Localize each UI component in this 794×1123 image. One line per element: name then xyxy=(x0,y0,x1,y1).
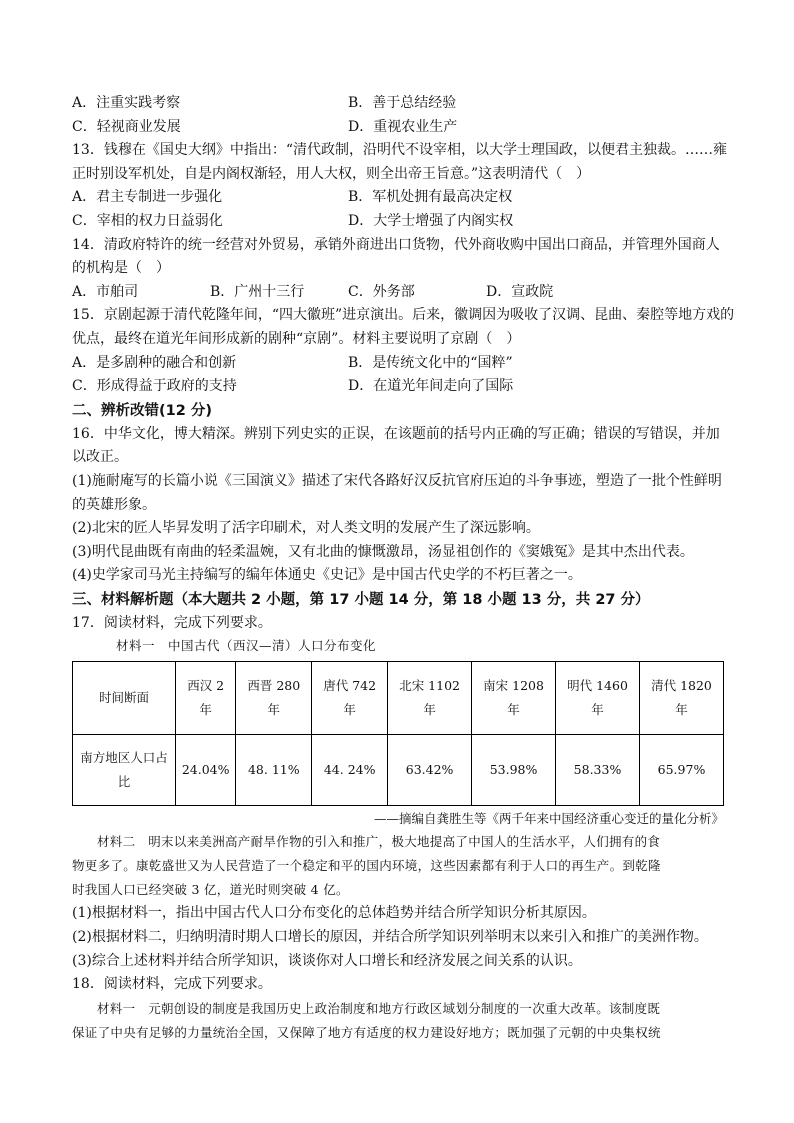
table-header-cell: 西汉 2 年 xyxy=(176,662,236,735)
q13-option-c: C．宰相的权力日益弱化 xyxy=(72,212,223,229)
q15-option-b: B．是传统文化中的“国粹” xyxy=(348,354,513,371)
q16-item-4: (4)史学家司马光主持编写的编年体通史《史记》是中国古代史学的不朽巨著之一。 xyxy=(72,567,582,584)
q14-option-d: D．宣政院 xyxy=(486,283,554,300)
q17-item-3: (3)综合上述材料并结合所学知识，谈谈你对人口增长和经济发展之间关系的认识。 xyxy=(72,952,582,969)
table-source: ——摘编自龚胜生等《两千年来中国经济重心变迁的量化分析》 xyxy=(373,811,724,827)
material-2-line-1: 材料二 明末以来美洲高产耐旱作物的引入和推广，极大地提高了中国人的生活水平，人们拥有的食 xyxy=(97,834,661,850)
material-18-line-2: 保证了中央有足够的力量统治全国，又保障了地方有适度的权力建设好地方；既加强了元朝的中央集权统 xyxy=(72,1024,661,1040)
table-row-label: 南方地区人口占比 xyxy=(73,735,176,806)
table-cell: 44. 24% xyxy=(312,735,388,806)
table-header-cell: 北宋 1102 年 xyxy=(388,662,472,735)
q13-stem: 13．钱穆在《国史大纲》中指出：“清代政制，沿明代不设宰相，以大学士理国政，以便君主独裁。……雍 xyxy=(72,142,727,159)
q13-options-row2 xyxy=(72,210,724,234)
table-cell: 53.98% xyxy=(472,735,556,806)
q16-stem: 16．中华文化，博大精深。辨别下列史实的正误，在该题前的括号内正确的写正确；错误的写错误，并加 xyxy=(72,425,720,442)
q17-item-1: (1)根据材料一，指出中国古代人口分布变化的总体趋势并结合所学知识分析其原因。 xyxy=(72,905,596,922)
q14-options xyxy=(72,281,724,305)
q12-option-a: A．注重实践考察 xyxy=(72,95,181,111)
q16-item-1-cont: 的英雄形象。 xyxy=(72,496,156,513)
q13-option-b: B．军机处拥有最高决定权 xyxy=(348,189,513,206)
q14-option-c: C．外务部 xyxy=(348,283,415,300)
q13-option-a: A．君主专制进一步强化 xyxy=(72,189,223,206)
table-cell: 63.42% xyxy=(388,735,472,806)
q15-options-row2 xyxy=(72,375,724,399)
q14-option-a: A．市舶司 xyxy=(72,283,139,300)
exam-page xyxy=(72,92,735,1045)
q14-option-b: B．广州十三行 xyxy=(210,283,305,300)
table-caption: 材料一 中国古代（西汉—清）人口分布变化 xyxy=(116,638,377,654)
q12-option-d: D．重视农业生产 xyxy=(348,118,458,135)
table-header-row xyxy=(73,662,724,735)
q12-option-c: C．轻视商业发展 xyxy=(72,118,181,135)
q15-option-d: D．在道光年间走向了国际 xyxy=(348,378,514,395)
material-2-line-2: 物更多了。康乾盛世又为人民营造了一个稳定和平的国内环境，这些因素都有利于人口的再生产。到乾隆 xyxy=(72,858,661,874)
q15-stem-cont: 优点，最终在道光年间形成新的剧种“京剧”。材料主要说明了京剧（ ） xyxy=(72,330,521,347)
q13-option-d: D．大学士增强了内阁实权 xyxy=(348,212,514,229)
table-cell: 48. 11% xyxy=(236,735,312,806)
table-header-cell: 南宋 1208 年 xyxy=(472,662,556,735)
material-18-line-1: 材料一 元朝创设的制度是我国历史上政治制度和地方行政区域划分制度的一次重大改革。该制度既 xyxy=(97,1000,661,1016)
section-2-title: 二、辨析改错(12 分) xyxy=(72,402,212,419)
table-cell: 24.04% xyxy=(176,735,236,806)
q18-title: 18．阅读材料，完成下列要求。 xyxy=(72,976,272,993)
q17-title: 17．阅读材料，完成下列要求。 xyxy=(72,614,272,631)
table-row xyxy=(73,735,724,806)
q14-stem-cont: 的机构是（ ） xyxy=(72,260,170,277)
population-table xyxy=(72,661,724,806)
q16-item-2: (2)北宋的匠人毕昇发明了活字印刷术，对人类文明的发展产生了深远影响。 xyxy=(72,520,540,537)
q14-stem: 14．清政府特许的统一经营对外贸易，承销外商进出口货物，代外商收购中国出口商品，并管理外国商人 xyxy=(72,236,720,253)
q15-option-a: A．是多剧种的融合和创新 xyxy=(72,354,237,371)
q13-stem-cont: 正时别设军机处，自是内阁权渐轻，用人大权，则全出帝王旨意。”这表明清代（ ） xyxy=(72,165,591,182)
material-2-line-3: 时我国人口已经突破 3 亿，道光时则突破 4 亿。 xyxy=(72,882,349,898)
q15-options xyxy=(72,352,724,376)
q15-option-c: C．形成得益于政府的支持 xyxy=(72,378,237,395)
table-header-cell: 西晋 280 年 xyxy=(236,662,312,735)
q12-options xyxy=(72,92,724,116)
q16-item-3: (3)明代昆曲既有南曲的轻柔温婉，又有北曲的慷慨激昂，汤显祖创作的《窦娥冤》是其中杰出代表。 xyxy=(72,543,694,560)
table-header-cell: 明代 1460 年 xyxy=(556,662,640,735)
q12-option-b: B．善于总结经验 xyxy=(348,95,457,111)
q13-options xyxy=(72,186,724,210)
section-3-title: 三、材料解析题（本大题共 2 小题，第 17 小题 14 分，第 18 小题 13 分，共 27 分） xyxy=(72,591,650,608)
table-header-cell: 唐代 742 年 xyxy=(312,662,388,735)
q16-item-1: (1)施耐庵写的长篇小说《三国演义》描述了宋代各路好汉反抗官府压迫的斗争事迹，塑造了一批个性鲜明 xyxy=(72,472,722,489)
q15-stem: 15．京剧起源于清代乾隆年间，“四大徽班”进京演出。后来，徽调因为吸收了汉调、昆曲、秦腔等地方戏的 xyxy=(72,307,735,324)
table-header-cell: 时间断面 xyxy=(73,662,176,735)
table-cell: 65.97% xyxy=(639,735,723,806)
table-cell: 58.33% xyxy=(556,735,640,806)
q17-item-2: (2)根据材料二，归纳明清时期人口增长的原因，并结合所学知识列举明末以来引入和推广的美洲作物。 xyxy=(72,929,708,946)
table-header-cell: 清代 1820 年 xyxy=(639,662,723,735)
q12-options-row2 xyxy=(72,116,724,140)
q16-stem-cont: 以改正。 xyxy=(72,449,128,466)
